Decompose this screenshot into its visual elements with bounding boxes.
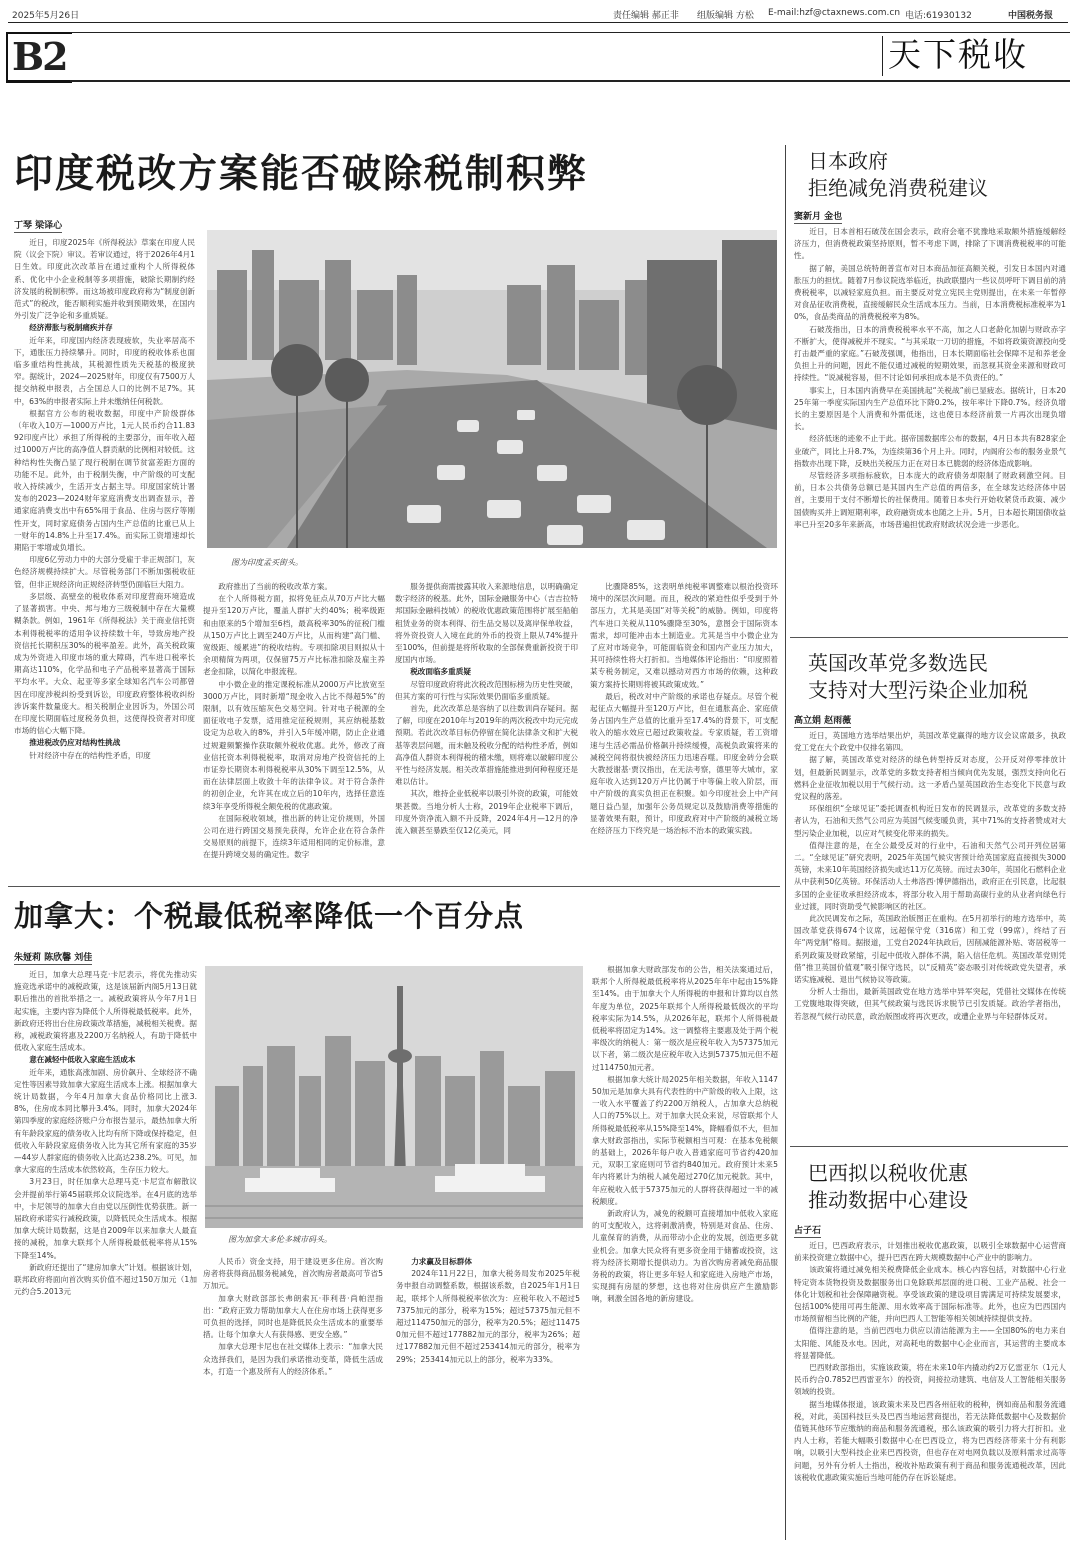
side-uk-title: [808, 650, 1028, 704]
paragraph: 加拿大财政部部长弗朗索瓦·菲利普·尚帕涅指出：“政府正致力帮助加拿大人在住房市场上获得更多可负担的选择，同时也是降低民众生活成本的重要举措。让每个加拿大人有获得感、更安全感。”: [203, 1293, 383, 1340]
subheading: 经济滞胀与税制痛疾并存: [29, 323, 113, 333]
article-india-column-4: [590, 581, 778, 877]
paragraph: 尽管经济多项指标疲软，日本庞大的政府债务却限制了财政刺激空间。目前，日本公共债务总额已是其国内生产总值的两倍多，在全球发达经济体中居首，主要用于支付不断增长的社保费用。随着日本央行开始收紧货币政策、减少国债购买并上调短期利率，政府融资成本也随之上升。5月，日本超长期国债收益率已升至20多年来新高，市场普遍担忧政府财政状况会进一步恶化。: [794, 471, 1066, 529]
paragraph: 首先，此次改革总是容纳了以往数训尚存疑问。据了解，印度在2010年与2019年的两次税改中均元完成预期。若此次改革目标仍停留在简化法律条文和扩大税基等表层问题，而未触及税收分配的结构性矛盾，例如高净值人群资本利得税的稽未缴，则将难以破解印度公平性与经济发展。相关改革措施能推进到何种程度还是难以估计。: [395, 704, 578, 787]
paragraph: 在国际税收领域，推出新的转让定价规则，外国公司在进行跨国交易预先获得，允许企业在符合条件交易原则的前提下，连续3年适用相同的定价标准，意在提升跨境交易的确定性。数字: [203, 813, 385, 860]
article-india-byline: 丁琴 梁译心: [14, 218, 62, 233]
paragraph: 服务提供商需披露其收入来源地信息，以明确确定数字经济的税基。此外，国际金融服务中心（吉吉拉特邦国际金融科技城）的税收优惠政策范围将扩展至船舶租赁业务的资本利得、衍生品交易以及离岸保单收益，将外资投资人入境在此的外币的投资上限从74%提升至100%，但前提是将所收取的全部保费重新投资于印度国内市场。: [395, 582, 578, 665]
paragraph: 印度6亿劳动力中的大部分受雇于非正规部门，灰色经济规模持续扩大。尽管税务部门不断加强税收征管，但非正规经济向正规经济转型仍面临巨大阻力。: [14, 555, 195, 589]
side-uk-byline: 高立娟 赵雨薇: [794, 713, 851, 728]
paragraph: 2024年11月22日，加拿大税务局发布2025年税务申报自动调整系数，根据该系数，自2025年1月1日起，联邦个人所得税税率依次为：应税年收入不超过57375加元的部分，税率为15%；超过57375加元但不超过114750加元的部分，税率为20.5%；超过114750加元但不超过177882加元的部分，税率为26%；超过177882加元但不超过253414加元的部分，税率为29%；253414加元以上的部分，税率为33%。: [396, 1269, 580, 1364]
contact-phone: 电话:61930132: [905, 11, 972, 21]
subheading: 力求赢及目标群体: [411, 1257, 472, 1266]
paragraph: 尽管印度政府将此次税改范围标榜为历史性突破，但其方案的可行性与实际效果仍面临多重质疑。: [395, 679, 578, 701]
subheading: 税改面临多重质疑: [410, 667, 471, 677]
contact-email: E-mail:hzf@ctaxnews.com.cn: [768, 8, 901, 18]
article-divider: [8, 886, 780, 887]
paragraph: 多层级、高壁垒的税收体系对印度营商环境造成了显著损害。中央、邦与地方三级税制中存在大量模糊条款。例如，1961年《所得税法》关于商业信托资本利得税税率的适用争议持续数十年，导致房地产投资信托长期积压30%的税率盈差。此外，高关税政策成为外资进入印度市场的重大障碍，汽车进口税率长期高达110%，化学品和电子产品税率显著高于国际平均水平。大众、起亚等多家全球知名汽车公司都曾因在印度涉税纠纷受到诉讼，印度政府整体税收纠纷涉诉案件数量庞大。相关税制企业因诉为，外国公司在印度长期面临过度税务负担，这使得投资者对印度市场的信心大幅下降。: [14, 591, 195, 736]
mumbai-street-photo: [207, 230, 777, 548]
article-canada-column-2: [203, 1256, 383, 1544]
paragraph: 近日，英国地方选举结果出炉，英国改革党赢得的地方议会议席最多，执政党工党在大个政党中仅排名第四。: [794, 731, 1066, 753]
paragraph: 在个人所得税方面，拟将免征点从70万卢比大幅提升至120万卢比，覆盖人群扩大约40%；税率级距和由原来的5个增加至6档，最高税率30%的征税门槛从150万卢比上调至240万卢比，从而构建“高门槛、宽级距、缓累进”的税收结构。专项扣除项目则拟从十余项精简为两项，仅保留75万卢比标准扣除及雇主养老金扣除，以简化申报流程。: [203, 594, 385, 677]
subheading: 意在减轻中低收入家庭生活成本: [29, 1055, 136, 1065]
paragraph: 比骤降85%，这表明单纯税率调整难以根治投资环境中的深层次问题。而且，税改的紧迫性似乎受到于外部压力，尤其是美国“对等关税”的威胁。例如，印度将汽车进口关税从110%骤降至30%，意图会于国际资本需求，却可能冲击本土制造业。尤其是当中小微企业为了应对市场竞争，可能面临资金和国内产业压力加大，其可持续性将大打折扣。当地媒体评论指出：“印度照着某专税务制定，又难以撼动对西方市场的依赖，这种政策方案持长期则将被其政策成效。”: [590, 582, 778, 689]
section-title: 天下税收: [888, 35, 1028, 74]
article-india-title: 印度税改方案能否破除税制积弊: [14, 151, 589, 197]
paragraph: 近年来，印度国内经济表现疲软，失业率居高不下，通胀压力持续攀升。同时，印度的税收体系也面临多重结构性挑战，其税源性质先天税基的极度狭窄。据统计，2024—2025财年，印度仅有7500万人提交纳税申报表，占全国总人口的比例不足7%。其中，63%的申报者实际上并未缴纳任何税款。: [14, 335, 195, 406]
article-india-column-1: [14, 237, 195, 877]
paragraph: 分析人士指出，最新英国政党在地方选举中异军突起，凭借社交媒体在传统工党腹地取得突破，但其气候政策与选民诉求脱节已引发质疑。政治学者指出，若忽视气候行动民意，政治版图或将再次更改，或遭企业界与年轻群体反对。: [794, 987, 1066, 1021]
article-canada-column-3: [396, 1256, 580, 1544]
paragraph: 值得注意的是，在全公最受反对的行业中，石油和天然气公司开列位居第二。“全球见证”研究表明，2025年英国气候灾害预计给英国家庭直接损失3000英镑，未来10年英国经济损失或达11万亿英镑。而过去30年，英国化石燃料企业从中获利50亿英镑。环保活动人士弗洛西·博伊德指出，政府正在引民意，比起很多国的企业征收承担经济成本，将部分收入用于帮助高碳行业的从业者向绿色行业过渡，同时资助受气候影响区的社区。: [794, 840, 1066, 911]
paragraph: 近日，印度2025年《所得税法》草案在印度人民院（议会下院）审议。若审议通过，将于2026年4月1日生效。印度此次改革旨在通过重构个人所得税体系、优化中小企业税制等多项措施，破除长期制约经济发展的税制积弊。而这场被印度政府称为“制度创新范式”的税改，能否顺利实施并收到预期效果，在国内外引发广泛争论和多重质疑。: [14, 238, 195, 321]
side-japan-body: [794, 226, 1066, 631]
header-rule-bottom: [70, 80, 1070, 82]
paragraph: 针对经济中存在的结构性矛盾，印度: [29, 750, 151, 760]
paragraph: 政府推出了当前的税收改革方案。: [218, 582, 333, 591]
article-india-column-3: [395, 581, 578, 877]
paragraph: 最后，税改对中产阶级的承诺也存疑点。尽管个税起征点大幅提升至120万卢比，但在通胀高企、家庭债务占国内生产总值的比重升至17.4%的背景下，可支配收入的缩水效应已超过政策收益。专家质疑，若工资增速与生活必需品价格飙升持续缓慢，高税负政策将来的减税空间将很快被经济压力迅速吞噬。印度金砖分会联大教授谢基·贾汉指出，在无法考察，德里等大城市，家庭年收入达到120万卢比仍属于中等偏上收入阶层，而中产阶级的真实负担正在积聚。如今印度社会上中产问题日益凸显，加强年公务员规定以及鼓励消费等措施的显著效果有限，预计，印度政府对中产阶级的减税立场在经济压力下终究是一场治标不治本的政策实践。: [590, 691, 778, 836]
paragraph: 其次，维持企业低税率以吸引外资的政策，可能效果甚微。当地分析人士称，2019年企业税率下调后，印度外资净流入额不升反降，2024年4月—12月的净流入额甚至暴跌至仅12亿美元，同: [395, 789, 578, 836]
side-japan-title: [808, 148, 988, 202]
paragraph: 经济低迷的迹象不止于此。据帝国数据库公布的数据，4月日本共有828家企业破产，同比上升8.7%，为连续第36个月上升。同时，内阁府公布的服务业景气指数亦出现下降，反映出关税压力正在对日本已脆弱的经济体造成影响。: [794, 434, 1066, 468]
paragraph: 近日，日本首相石破茂在国会表示，政府会毫不犹豫地采取额外措施缓解经济压力，但消费税政策坚持原则，暂不考虑下调，排除了下调消费税税率的可能性。: [794, 227, 1066, 261]
paragraph: 近年来，通胀高涨加剧、房价飙升、全球经济不确定性等因素导致加拿大家庭生活成本上涨。根据加拿大统计局数据，今年4月加拿大食品价格同比上涨3.8%，住房成本同比攀升3.4%。同时，加拿大2024年第四季度的家庭经济账户分布报告显示，最热加拿大所有年龄段家庭的债务收入比均有所下降或保持稳定，但低收入年龄段家庭债务收入比为其它所有家庭的35岁—44岁人群家庭的债务收入比高达238.2%。可见，加拿大家庭的生活成本依然较高，生存压力较大。: [14, 1067, 197, 1175]
paragraph: 事实上，日本国内消费早在美国挑起“关税战”前已显疲态。据统计，日本2025年第一季度实际国内生产总值环比下降0.2%，按年率计下降0.7%。经济负增长的主要原因是个人消费和外需低迷，这也使日本经济前景一片再次出现负增长。: [794, 385, 1066, 432]
paragraph: 根据官方公布的税收数据，印度中产阶级群体（年收入10万—1000万卢比，1元人民币约合11.8392印度卢比）承担了所得税的主要部分，而年收入超过1000万卢比的高净值人群贡献的比例相对较低。这种结构性失衡凸显了现行税制在调节贫富差距方面的功能不足。此外，由于税制失衡，中产阶级的可支配收入持续减少，生活开支占据主导。印度国家统计署发布的2023—2024财年家庭消费支出调查显示，普通家庭消费支出中有65%用于食品、住房与医疗等刚性开支，同时家庭债务占国内生产总值的比重已从上一财年的14.8%上升至17.4%。而实际工资增速却长期陷于零增或负增长。: [14, 408, 195, 553]
paragraph: 据了解，美国总统特朗普宣布对日本商品加征高额关税，引发日本国内对通胀压力的担忧。随着7月参议院选举临近，执政联盟内一些议员呼吁下调目前的消费税税率，以减轻家庭负担。而主要反对党立宪民主党则提出，在未来一年暂停对食品征收消费税，直接缓解民众生活成本压力。当前，日本消费税标准税率为10%，食品类商品的消费税税率为8%。: [794, 263, 1066, 322]
paragraph: 石破茂指出，日本的消费税税率水平不高，加之人口老龄化加剧与财政赤字不断扩大，使得减税并不现实。“与其采取一刀切的措施，不如将政策资源投向受打击最严重的家庭。”石破茂强调，他指出，日本长期面临社会保障不足和养老金负担上升的问题，因此不能仅通过减税的短期效果，而忽视其资金来源和财政可持续性。“说减税容易，但不讨论如何承担成本是不负责任的。”: [794, 324, 1066, 383]
toronto-skyline-illustration: [205, 966, 583, 1228]
paragraph: 新政府还提出了“建房加拿大”计划。根据该计划，联邦政府将面向首次购买价值不超过150万加元（1加元约合5.2013元: [14, 1262, 197, 1297]
mumbai-street-illustration: [207, 230, 777, 548]
side-uk-title-line1: 英国改革党多数选民: [808, 651, 988, 675]
article-canada-column-4: [592, 964, 778, 1544]
side-brazil-byline: 占子石: [794, 1223, 821, 1238]
side-japan-title-line1: 日本政府: [808, 149, 888, 173]
side-brazil-title-line1: 巴西拟以税收优惠: [808, 1161, 968, 1185]
responsible-editor: 责任编辑 郝正非: [613, 11, 679, 21]
subheading: 推进税改仍应对结构性挑战: [29, 738, 121, 748]
main-sidebar-divider: [785, 145, 786, 1540]
page-number-label: B2: [12, 34, 67, 79]
side-brazil-title: [808, 1160, 968, 1214]
sidebar-divider-2: [790, 1146, 1068, 1147]
toronto-harbour-photo: [205, 966, 583, 1228]
layout-editor: 组版编辑 方松: [697, 11, 754, 21]
paragraph: 据了解，英国改革党对经济的绿色转型持反对态度，公开反对停零排放计划，但最新民调显示，改革党的多数支持者相当倾向优先发展，强烈支持向化石燃料企业征收加税以用于气候行动。这一矛盾凸显英国政治生态变化下民意与政党议程的落差。: [794, 755, 1066, 802]
side-brazil-title-line2: 推动数据中心建设: [808, 1188, 968, 1212]
paragraph: 加拿大总理卡尼也在社交媒体上表示：“加拿大民众选择我们，是因为我们承诺推动变革，降低生活成本，打造一个惠及所有人的经济体系。”: [203, 1342, 383, 1376]
paragraph: 中小微企业的推定课税标准从2000万卢比放宽至3000万卢比，同时新增“现金收入占比不得超5%”的限制，以有效压缩灰色交易空间。针对电子税源的全面征收电子发票，适用推定征税规则，其应纳税基数设定为总收入的8%，并引入5年缓冲期，防止企业通过规避频繁操作获取额外税收优惠。此外，修改了商业信托资本利得税税率，取消对房地产投资信托的上市证券长期资本利得税税率从30%下调至12.5%，从而在法律层面上收敛十年的法律争议。对于符合条件的初创企业，允许其在成立后的10年内，选择任意连续3年享受所得税全额免税的优惠政策。: [203, 679, 385, 811]
article-india-column-2: [203, 581, 385, 877]
paragraph: 根据加拿大统计局2025年相关数据，年收入114750加元是加拿大具有代表性的中产阶级的收入上限，这一收入水平覆盖了约2200万纳税人，占加拿大总纳税人口的75%以上。对于加拿大民众来说，尽管联邦个人所得税最低税率从15%降至14%，降幅看似不大，但加拿大财政部指出，实际节税额相当可观：在基本免税额的基础上，2026年每户收入普通家庭可节省约420加元，双职工家庭则可节省约840加元。政府预计未来5年内将累计为纳税人减免超过270亿加元税款。其中，年应税收入低于57375加元的人群将获得超过一半的减税额度。: [592, 1074, 778, 1206]
paragraph: 值得注意的是，当前巴西电力供应以清洁能源为主——全国80%的电力来自太阳能、风能及水电。因此，对高耗电的数据中心企业而言，其运营的主要成本将显著降低。: [794, 1326, 1066, 1360]
section-title-divider: [882, 36, 883, 76]
mumbai-photo-caption: 图为印度孟买街头。: [231, 558, 303, 567]
paragraph: 据当地媒体报道，该政策未来及巴西各州征收的税种，例如商品和服务流通税，对此，美国科技巨头及巴西当地运营商提出，若无法降低数据中心及数据价值链其他环节应缴纳的商品和服务流通税，那么该政策的吸引力将大打折扣。业内人士称，若能大幅吸引数据中心在巴西设立，将为巴西经济带来十分有利影响，以吸引大型科技企业来巴西投资，但也存在对电网负载以及原料需求过高等问题，另外有分析人士指出，税收补贴政策有利于商品和服务流通税改革，因此该税收优惠政策实施后当地可能仍存在诉讼疑虑。: [794, 1399, 1066, 1482]
side-uk-body: [794, 730, 1066, 1142]
article-canada-byline: 朱娅莉 陈欣馨 刘佳: [14, 950, 92, 965]
side-brazil-body: [794, 1240, 1066, 1544]
masthead-rule: [8, 22, 1068, 23]
paragraph: 该政策将通过减免相关税费降低企业成本。核心内容包括，对数据中心行业特定资本货物投资及数据服务出口免除联邦层面的进口税、工业产品税、社会一体化计划税和社会保障融资税。享受该政策的建设项目需满足可持续发展要求，包括100%使用可再生能源、用水效率高于国际标准等。此外，也应为巴西国内市场预留相当比例的产能，并向巴西人工智能等相关领域持续提供支持。: [794, 1265, 1066, 1324]
paragraph: 近日，巴西政府表示，计划推出税收优惠政策，以吸引全球数据中心运营商前来投资建立数据中心，提升巴西在跨大规模数据中心产业中的影响力。: [794, 1241, 1066, 1263]
side-uk-title-line2: 支持对大型污染企业加税: [808, 678, 1028, 702]
paragraph: 近日，加拿大总理马克·卡尼表示，将优先推动实施竞选承诺中的减税政策，这是该届新内阁5月13日就职后推出的首批举措之一。减税政策将从今年7月1日起实施，主要内容为降低个人所得税最低税率。此外，新政府还将出台住房政策改革措施，减税相关税费。据称，减税政策将惠及2200万名纳税人，有助于降低中低收入家庭生活成本。: [14, 970, 197, 1053]
paragraph: 3月23日，时任加拿大总理马克·卡尼宣布解散议会并提前举行第45届联邦众议院选举。在4月底的选举中，卡尼领导的加拿大自由党以压倒性优势获胜。新一届政府承诺实行减税政策，以降低民众生活成本。根据加拿大统计局数据，这是自2009年以来加拿大人最直接的减税，加拿大联邦个人所得税最低税率将从15%下降至14%。: [14, 1177, 197, 1260]
toronto-photo-caption: 图为加拿大多伦多城市码头。: [228, 1235, 332, 1244]
paragraph: 人民币）资金支持，用于建设更多住房。首次购房者将获得商品服务税减免，首次购房者最高可节省5万加元。: [203, 1257, 383, 1291]
paragraph: 巴西财政部指出，实施该政策，将在未来10年内撬动约2万亿雷亚尔（1元人民币约合0.7852巴西雷亚尔）的投资，间接拉动建筑、电信及人工智能相关服务领域的投资。: [794, 1363, 1066, 1397]
sidebar-divider-1: [790, 637, 1068, 638]
side-japan-title-line2: 拒绝减免消费税建议: [808, 176, 988, 200]
paragraph: 此次民调发布之际，英国政治版图正在重构。在5月初举行的地方选举中，英国改革党获得674个议席，远超保守党（316席）和工党（99席），终结了百年“两党制”格局。据报道，工党自2024年执政后，因削减能源补贴、寄居税等一系列政策及财政紧缩，引起中低收入群体不满，陷入信任危机。英国改革党则凭借“推卫英国价值观”吸引保守选民，以“反精英”姿态吸引对传统政党失望者，承诺实施减税、退出气候协议等政策。: [794, 914, 1066, 985]
page-number: [6, 32, 72, 83]
side-japan-byline: 窦新月 金也: [794, 209, 842, 224]
article-canada-title: 加拿大：个税最低税率降低一个百分点: [14, 899, 525, 933]
paragraph: 新政府认为，减免的税额可直接增加中低收入家庭的可支配收入，这将刺激消费，特别是对食品、住房、儿童保育的消费，从而带动小企业的发展，创造更多就业机会。加拿大民众将有更多资金用于储蓄或投资，这将为经济长期增长提供动力。为首次购房者减免商品服务税的政策，将让更多年轻人和家庭进入房地产市场，实现拥有房屋的梦想，这也将对住房供应产生激励影响，刺激全国各地的新房建设。: [592, 1209, 778, 1304]
paragraph: 环保组织“全球见证”委托调查机构近日发布的民调显示，改革党的多数支持者认为，石油和天然气公司应为英国气候变暖负责，其中71%的支持者赞成对大型污染企业加税，以应对气候变化带来的损失。: [794, 804, 1066, 838]
paragraph: 根据加拿大财政部发布的公告，相关法案通过后，联邦个人所得税最低税率将从2025年年中起由15%降至14%。由于加拿大个人所得税的申报和计算均以自然年度为单位，2025年联邦个人所得税最低级次的平均税率实际为14.5%，从2026年起，联邦个人所得税最低税率将固定为14%。这一调整将主要惠及处于两个税率级次的纳税人：第一级次是应税年收入为57375加元以下者，第二级次是应税年收入达到57375加元但不超过114750加元者。: [592, 965, 778, 1072]
article-canada-column-1: [14, 969, 197, 1544]
issue-date: 2025年5月26日: [12, 11, 80, 21]
newspaper-name: 中国税务报: [1008, 11, 1054, 21]
